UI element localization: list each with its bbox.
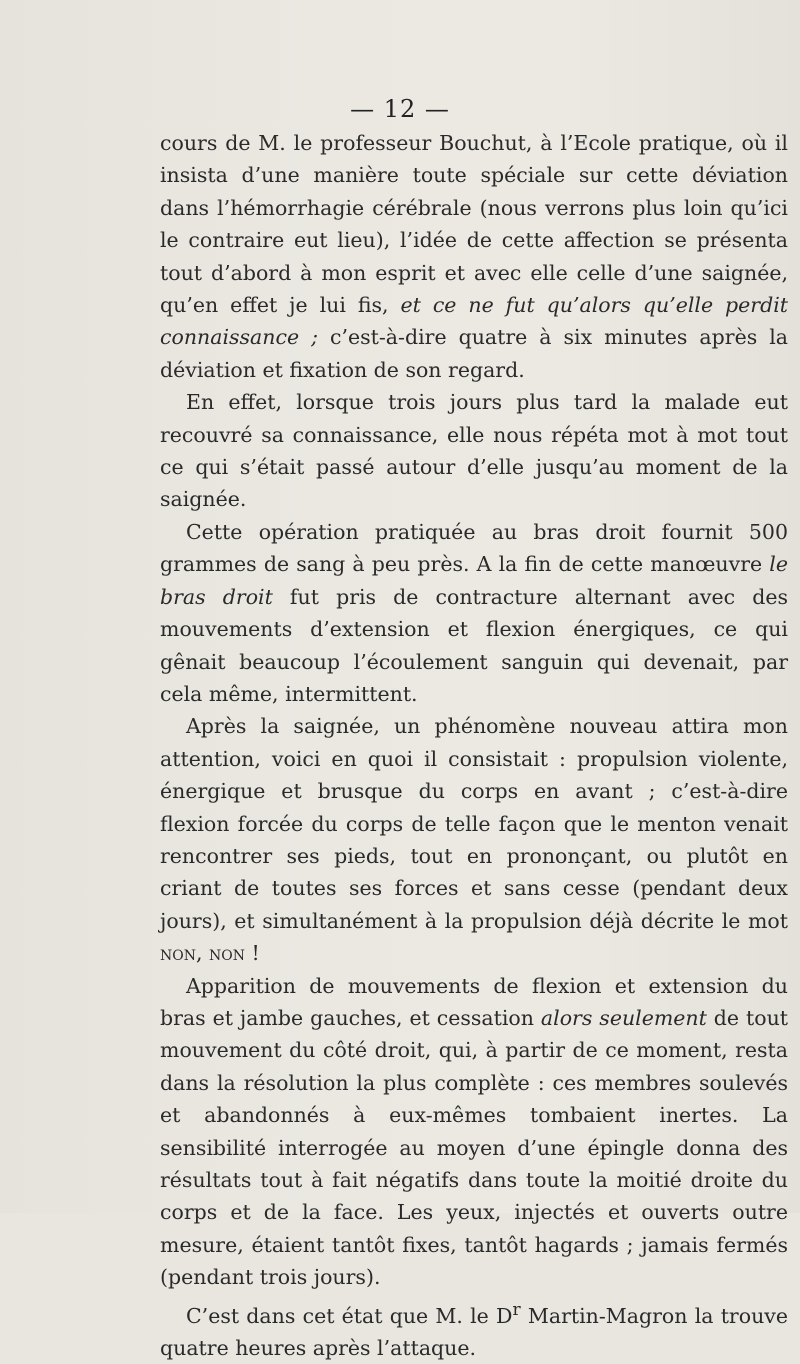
paragraph-text: Apparition de mouvements de flexion et extension du bras et jambe gauches, et cessation	[160, 973, 788, 1030]
body-text	[160, 127, 788, 1364]
paragraph	[160, 710, 788, 969]
smallcaps-text: non, non	[160, 941, 245, 966]
paragraph-text: En effet, lorsque trois jours plus tard la malade eut recouvré sa connaissance, elle nous répéta mot à mot tout ce qui s’était passé autour d’elle jusqu’au moment de la saignée.	[160, 390, 788, 512]
paragraph	[160, 516, 788, 710]
paragraph-text: cours de M. le professeur Bouchut, à l’Ecole pratique, où il insista d’une manière toute spéciale sur cette déviation dans l’hémorrhagie cérébrale (nous verrons plus loin qu’ici le contraire eut lieu), l’idée de cette affection se présenta tout d’abord à mon esprit et avec elle celle d’une saignée, qu’en effet je lui fis,	[160, 131, 788, 318]
superscript-text: r	[512, 1299, 521, 1320]
paragraph	[160, 127, 788, 386]
paragraph-text: fut pris de contracture alternant avec des mouvements d’extension et flexion énergiques, ce qui gênait beaucoup l’écoulement sanguin qui devenait, par cela même, intermittent.	[160, 584, 788, 706]
paragraph-text: c’est-à-dire quatre à six minutes après la déviation et fixation de son regard.	[160, 325, 788, 382]
paragraph-text: C’est dans cet état que M. le D	[186, 1303, 513, 1328]
paragraph	[160, 386, 788, 516]
paragraph	[160, 1294, 788, 1364]
paragraph	[160, 970, 788, 1294]
paragraph-text: Après la saignée, un phénomène nouveau attira mon attention, voici en quoi il consistait : propulsion violente, énergique et brusque du corps en avant ; c’est-à-dire flexion forcée du corps de telle façon que le menton venait rencontrer ses pieds, tout en prononçant, ou plutôt en criant de toutes ses forces et sans cesse (pendant deux jours), et simultanément à la propulsion déjà décrite le mot	[160, 714, 788, 933]
page-number: — 12 —	[350, 95, 450, 123]
italic-text: le bras droit	[160, 552, 788, 609]
paragraph-text: Martin-Magron la trouve quatre heures après l’attaque.	[160, 1303, 788, 1360]
italic-text: alors seulement	[540, 1005, 707, 1030]
italic-text: et ce ne fut qu’alors qu’elle perdit connaissance ;	[160, 293, 788, 350]
paragraph-text: !	[245, 941, 260, 966]
paragraph-text: Cette opération pratiquée au bras droit fournit 500 grammes de sang à peu près. A la fin de cette manœuvre	[160, 519, 788, 577]
paragraph-text: de tout mouvement du côté droit, qui, à partir de ce moment, resta dans la résolution la plus complète : ces membres soulevés et abandonnés à eux-mêmes tombaient inertes. La sensibilité interrogée au moyen d’une épingle donna des résultats tout à fait négatifs dans toute la moitié droite du corps et de la face. Les yeux, injectés et ouverts outre mesure, étaient tantôt fixes, tantôt hagards ; jamais fermés (pendant trois jours).	[160, 1005, 789, 1290]
